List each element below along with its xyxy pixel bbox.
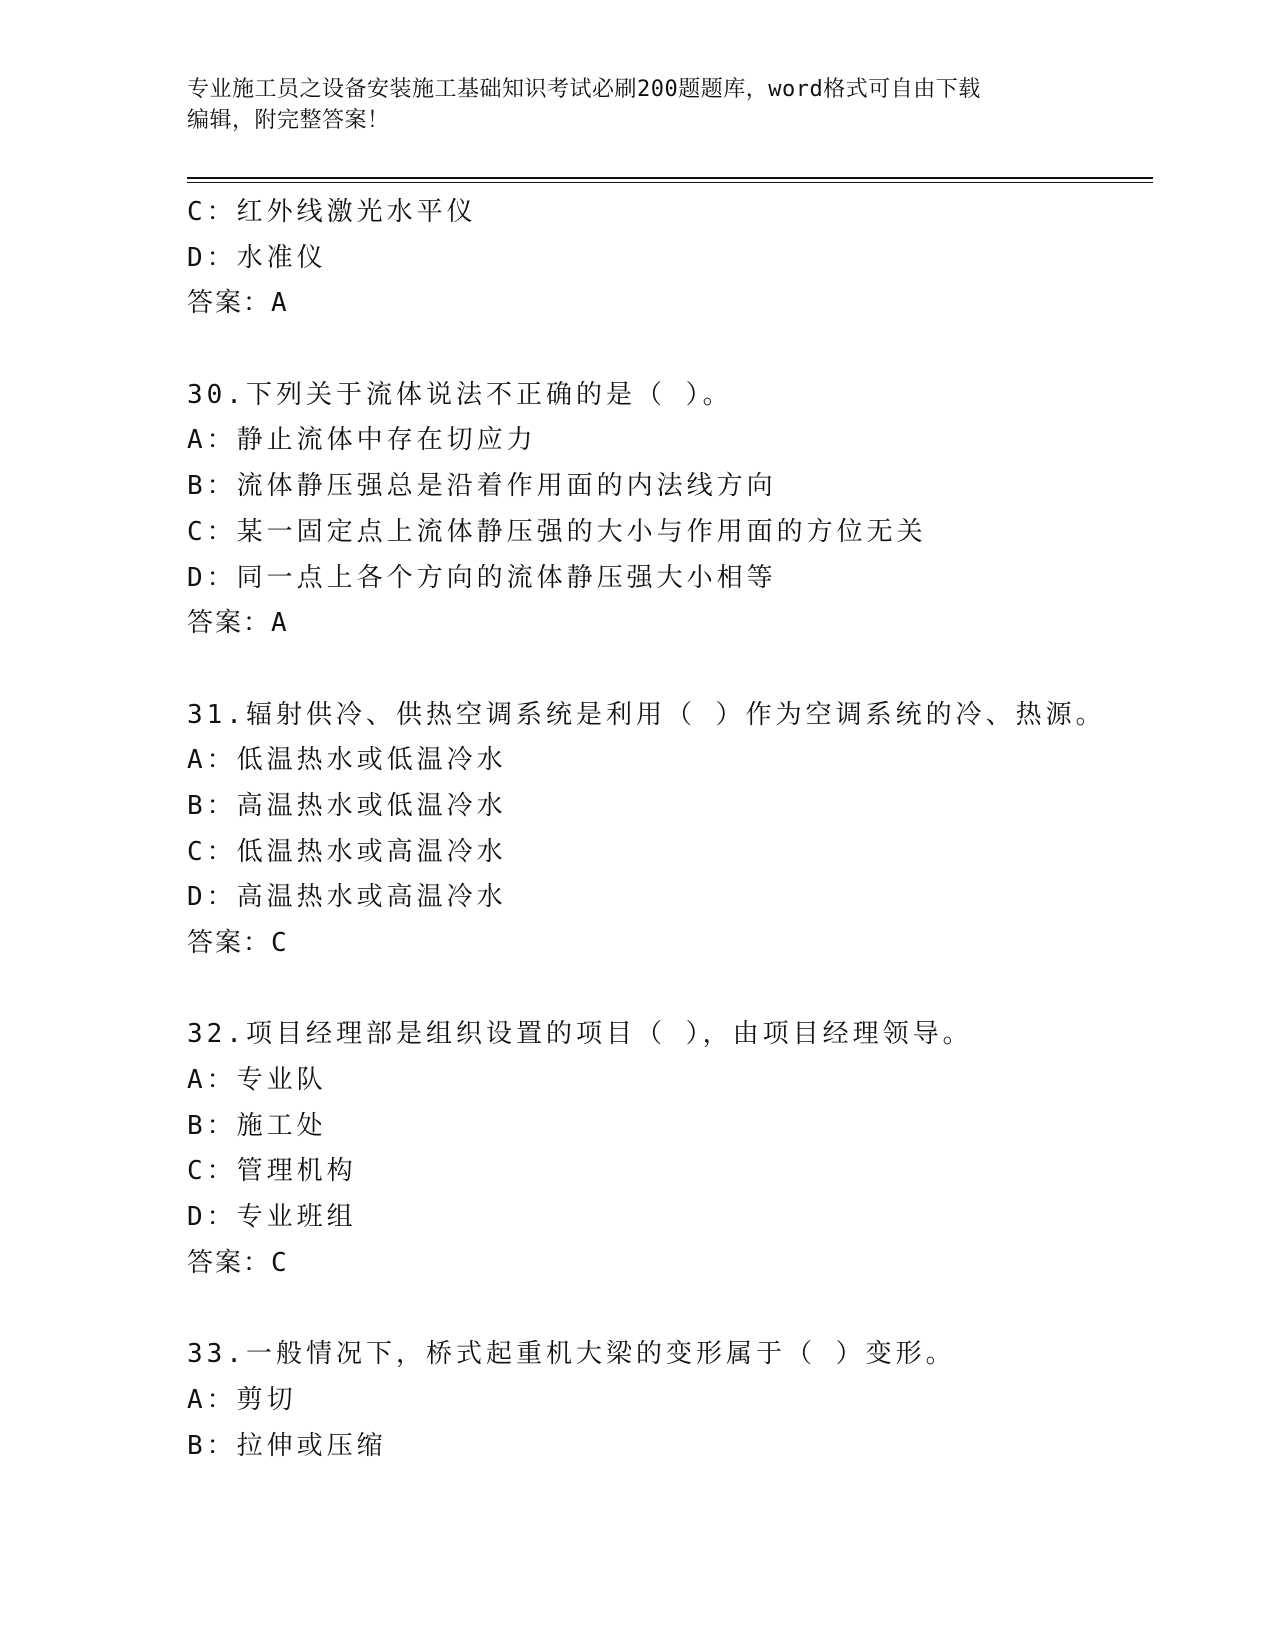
answer-value: A [271, 288, 289, 319]
option-d: D：专业班组 [187, 1202, 357, 1233]
header-title-line-1: 专业施工员之设备安装施工基础知识考试必刷200题题库，word格式可自由下载 [187, 77, 981, 102]
option-b: B：高温热水或低温冷水 [187, 790, 507, 821]
option-a: A：专业队 [187, 1065, 327, 1096]
question-29-continuation [187, 190, 1147, 327]
answer-line [187, 921, 1147, 967]
question-spacer [187, 1287, 1147, 1333]
answer-line [187, 281, 1147, 327]
question-stem: 30.下列关于流体说法不正确的是（ ）。 [187, 379, 733, 410]
question-list [187, 190, 1147, 1469]
option-d: D：水准仪 [187, 242, 327, 273]
answer-label: 答案： [187, 608, 272, 639]
answer-value: C [271, 1247, 289, 1278]
question-33 [187, 1332, 1147, 1469]
option-c: C：管理机构 [187, 1156, 357, 1187]
header-divider-thick [187, 177, 1153, 179]
question-30 [187, 373, 1147, 647]
header-divider-thin [187, 182, 1153, 183]
option-a: A：静止流体中存在切应力 [187, 425, 537, 456]
question-stem: 32.项目经理部是组织设置的项目（ ），由项目经理领导。 [187, 1019, 973, 1050]
answer-label: 答案： [187, 1247, 272, 1278]
option-c: C：低温热水或高温冷水 [187, 836, 507, 867]
answer-line [187, 601, 1147, 647]
question-32 [187, 1012, 1147, 1286]
option-d: D：同一点上各个方向的流体静压强大小相等 [187, 562, 777, 593]
document-header [187, 74, 1067, 136]
question-31 [187, 693, 1147, 967]
question-spacer [187, 327, 1147, 373]
header-title-line-2: 编辑，附完整答案！ [187, 108, 390, 133]
option-b: B：施工处 [187, 1110, 327, 1141]
option-a: A：剪切 [187, 1384, 297, 1415]
answer-value: A [271, 608, 289, 639]
answer-label: 答案： [187, 928, 272, 958]
option-c: C：红外线激光水平仪 [187, 197, 477, 227]
option-c: C：某一固定点上流体静压强的大小与作用面的方位无关 [187, 516, 927, 547]
question-spacer [187, 647, 1147, 693]
option-b: B：拉伸或压缩 [187, 1430, 387, 1461]
answer-label: 答案： [187, 288, 272, 319]
answer-line [187, 1241, 1147, 1287]
option-b: B：流体静压强总是沿着作用面的内法线方向 [187, 471, 777, 502]
option-d: D：高温热水或高温冷水 [187, 882, 507, 913]
question-stem: 33.一般情况下，桥式起重机大梁的变形属于（ ）变形。 [187, 1339, 956, 1370]
question-spacer [187, 967, 1147, 1013]
option-a: A：低温热水或低温冷水 [187, 745, 507, 776]
question-stem: 31.辐射供冷、供热空调系统是利用（ ）作为空调系统的冷、热源。 [187, 699, 1106, 730]
answer-value: C [271, 928, 289, 958]
